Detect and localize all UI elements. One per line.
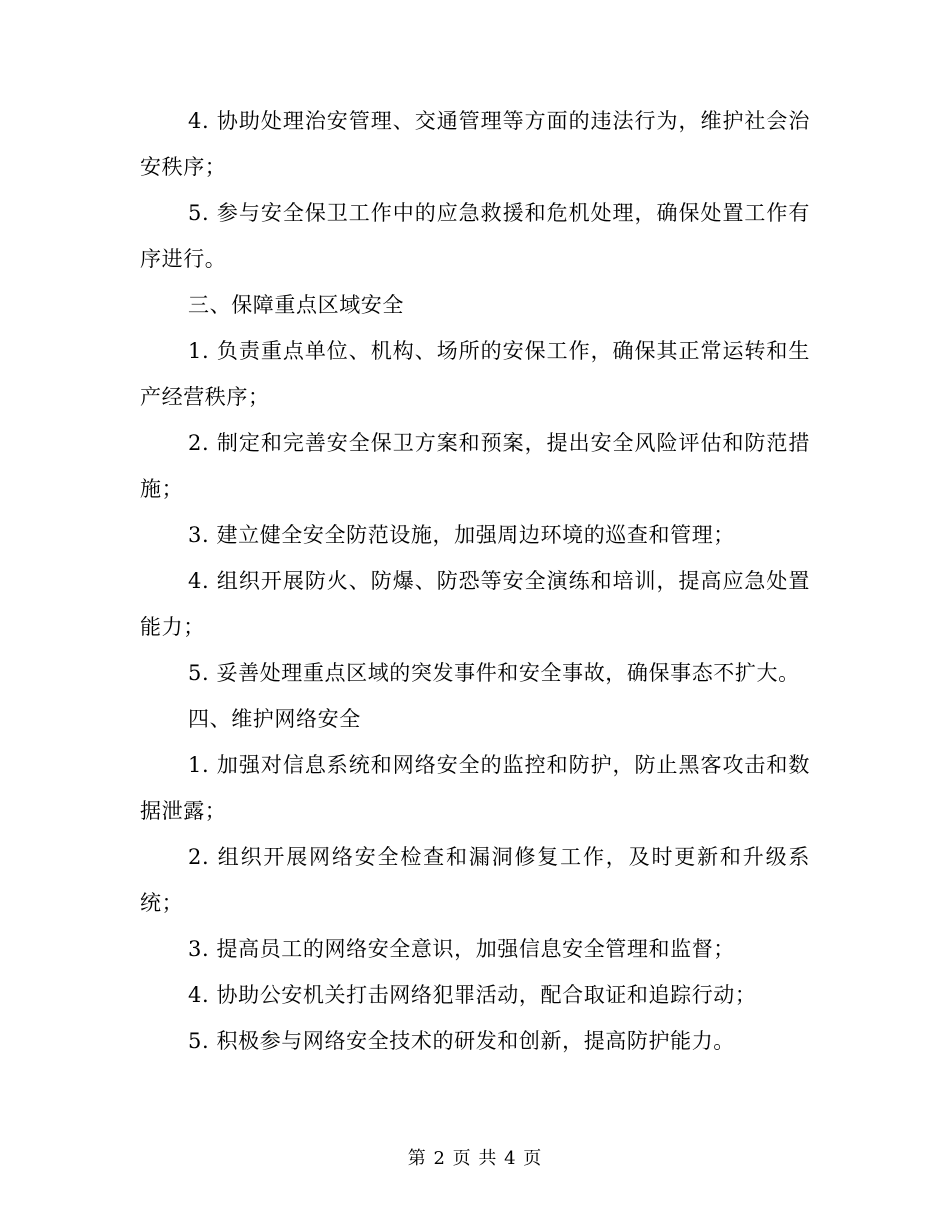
section-heading-network-security: 四、维护网络安全 bbox=[188, 707, 361, 731]
section-heading-key-area-security: 三、保障重点区域安全 bbox=[188, 293, 404, 317]
paragraph-item-1-key-units: 1. 负责重点单位、机构、场所的安保工作，确保其正常运转和生产经营秩序； bbox=[140, 339, 810, 409]
paragraph-item-2-vulnerability-repair: 2. 组织开展网络安全检查和漏洞修复工作，及时更新和升级系统； bbox=[140, 845, 810, 915]
paragraph-item-4-cybercrime-assistance: 4. 协助公安机关打击网络犯罪活动，配合取证和追踪行动； bbox=[188, 983, 757, 1007]
paragraph-item-1-monitoring-protection: 1. 加强对信息系统和网络安全的监控和防护，防止黑客攻击和数据泄露； bbox=[140, 753, 810, 823]
paragraph-item-4-drills-training: 4. 组织开展防火、防爆、防恐等安全演练和培训，提高应急处置能力； bbox=[140, 569, 810, 639]
paragraph-item-5-incident-handling: 5. 妥善处理重点区域的突发事件和安全事故，确保事态不扩大。 bbox=[188, 661, 800, 685]
paragraph-item-3-staff-awareness: 3. 提高员工的网络安全意识，加强信息安全管理和监督； bbox=[188, 937, 735, 961]
paragraph-item-2-security-plans: 2. 制定和完善安全保卫方案和预案，提出安全风险评估和防范措施； bbox=[140, 431, 810, 501]
page-number-footer: 第 2 页 共 4 页 bbox=[407, 1148, 543, 1169]
paragraph-item-5-emergency-rescue: 5. 参与安全保卫工作中的应急救援和危机处理，确保处置工作有序进行。 bbox=[140, 201, 810, 271]
document-body bbox=[140, 98, 810, 1064]
paragraph-item-3-prevention-facilities: 3. 建立健全安全防范设施，加强周边环境的巡查和管理； bbox=[188, 523, 735, 547]
paragraph-item-4-public-order: 4. 协助处理治安管理、交通管理等方面的违法行为，维护社会治安秩序； bbox=[140, 109, 810, 179]
paragraph-item-5-research-innovation: 5. 积极参与网络安全技术的研发和创新，提高防护能力。 bbox=[188, 1029, 735, 1053]
